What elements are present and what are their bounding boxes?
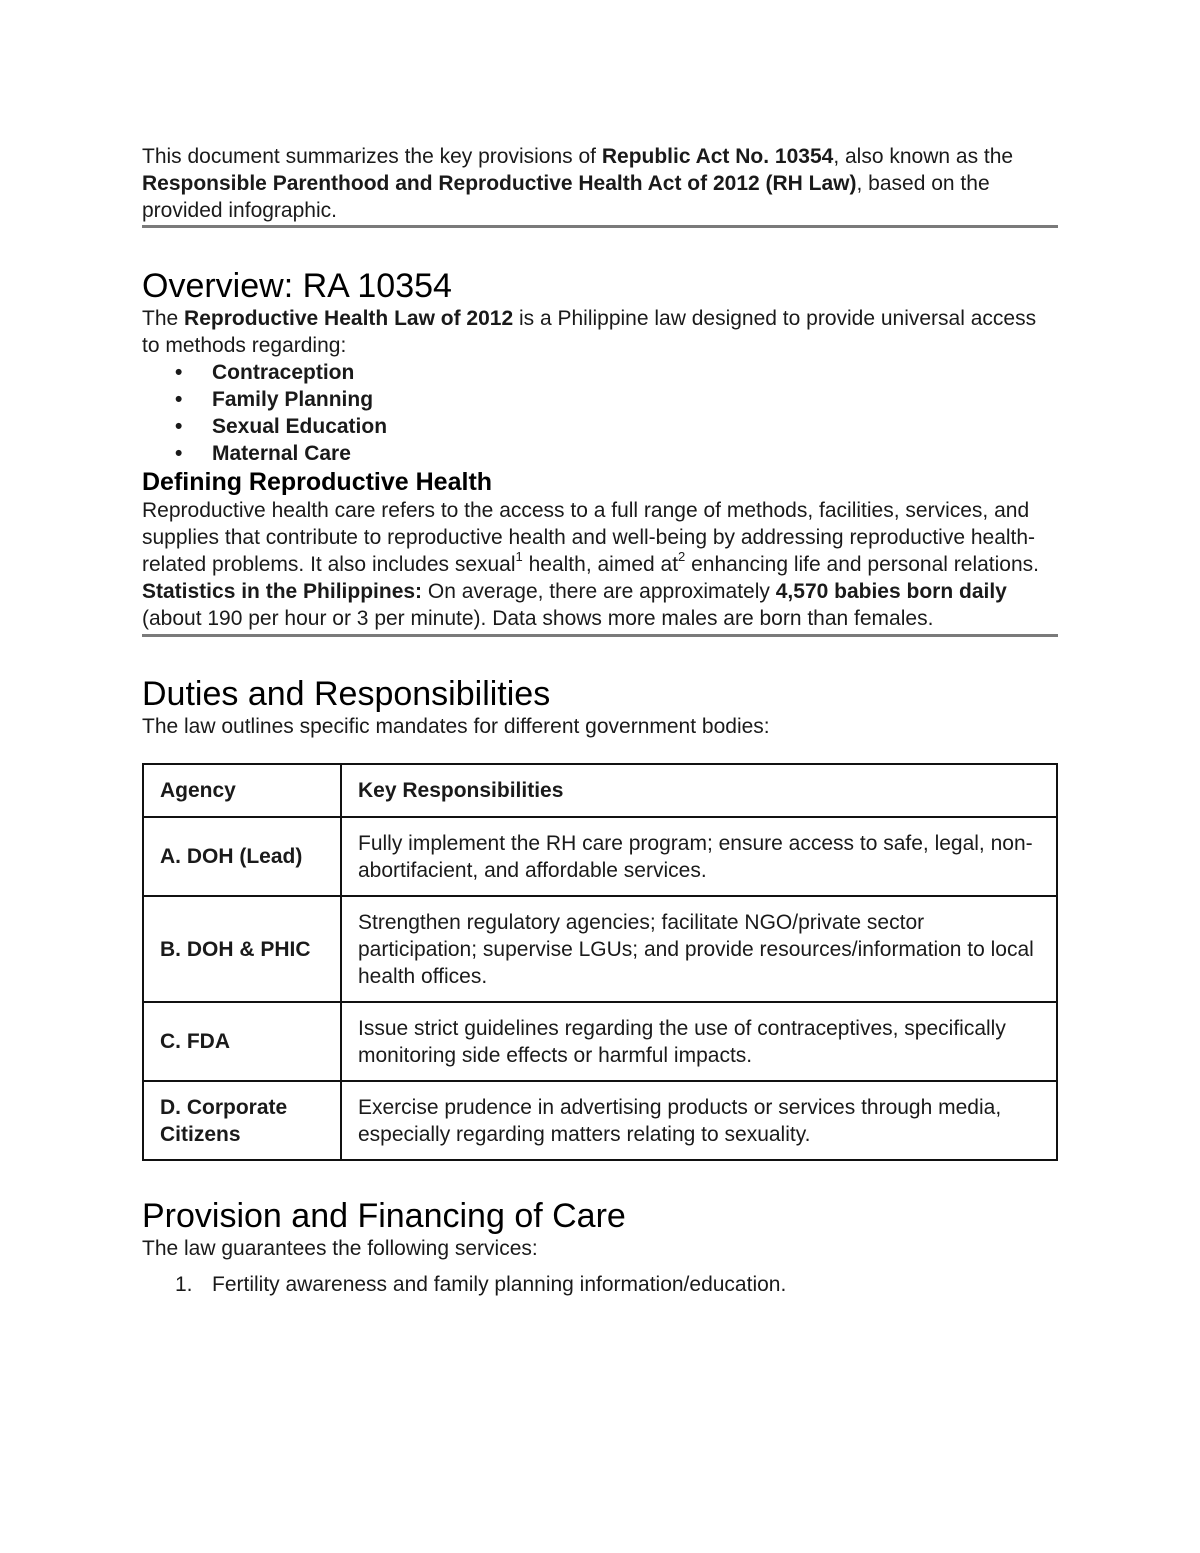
statistics-text: On average, there are approximately [422,580,776,603]
agency-cell: A. DOH (Lead) [143,817,341,896]
overview-paragraph [142,305,1058,359]
provision-heading: Provision and Financing of Care [142,1197,626,1235]
agency-cell: B. DOH & PHIC [143,896,341,1002]
list-item: • Sexual Education [175,413,1058,440]
list-item: • Maternal Care [175,440,1058,467]
intro-text: , based on the provided infographic. [142,172,990,222]
overview-text: is a Philippine law designed to provide universal access to methods regarding: [142,307,1037,357]
table-header-row [143,764,1057,817]
table-row [143,817,1057,896]
table-header-cell: Key Responsibilities [341,764,1057,817]
intro-paragraph [142,143,1058,224]
statistics-births: 4,570 babies born daily [775,580,1007,603]
defining-text: enhancing life and personal relations. [685,553,1040,576]
table-row [143,896,1057,1002]
table-row [143,1081,1057,1160]
defining-paragraph [142,497,1058,578]
defining-text: health, aimed at [522,553,679,576]
responsibility-cell: Strengthen regulatory agencies; facilitate NGO/private sector participation; supervise LGUs; and provide resources/information to local health offices. [341,896,1057,1002]
section-divider [142,634,1058,637]
responsibility-cell: Fully implement the RH care program; ensure access to safe, legal, non-abortifacient, and affordable services. [341,817,1057,896]
provision-intro: The law guarantees the following services: [142,1237,538,1260]
document-page [142,143,1058,1298]
table-header-cell: Agency [143,764,341,817]
footnote-marker: 2 [678,549,686,564]
intro-text: This document summarizes the key provisions of [142,145,602,168]
list-item [175,1271,1058,1298]
statistics-text: (about 190 per hour or 3 per minute). Data shows more males are born than females. [142,607,934,630]
responsibilities-table [142,763,1058,1161]
list-item-text: Fertility awareness and family planning information/education. [212,1273,787,1296]
overview-text: The [142,307,185,330]
intro-act-number: Republic Act No. 10354 [601,145,834,168]
agency-cell: C. FDA [143,1002,341,1081]
section-divider [142,225,1058,228]
overview-bullet-list [142,359,1058,467]
list-item: • Contraception [175,359,1058,386]
table-row [143,1002,1057,1081]
duties-heading: Duties and Responsibilities [142,675,551,713]
defining-heading: Defining Reproductive Health [142,468,493,496]
services-list [142,1271,1058,1298]
defining-text: Reproductive health care refers to the access to a full range of methods, facilities, services, and supplies that contribute to reproductive health and well-being by addressing reproductive health-related problems. It also includes sexual [142,499,1036,576]
footnote-marker: 1 [515,549,523,564]
responsibility-cell: Issue strict guidelines regarding the use of contraceptives, specifically monitoring side effects or harmful impacts. [341,1002,1057,1081]
intro-act-title: Responsible Parenthood and Reproductive Health Act of 2012 (RH Law) [142,172,857,195]
list-number: 1. [175,1273,193,1296]
overview-law-name: Reproductive Health Law of 2012 [184,307,514,330]
responsibility-cell: Exercise prudence in advertising products or services through media, especially regarding matters relating to sexuality. [341,1081,1057,1160]
statistics-label: Statistics in the Philippines: [142,580,423,603]
overview-heading: Overview: RA 10354 [142,267,452,305]
list-item: • Family Planning [175,386,1058,413]
duties-intro: The law outlines specific mandates for different government bodies: [142,715,770,738]
statistics-paragraph [142,578,1058,632]
agency-cell: D. Corporate Citizens [143,1081,341,1160]
intro-text: , also known as the [833,145,1014,168]
